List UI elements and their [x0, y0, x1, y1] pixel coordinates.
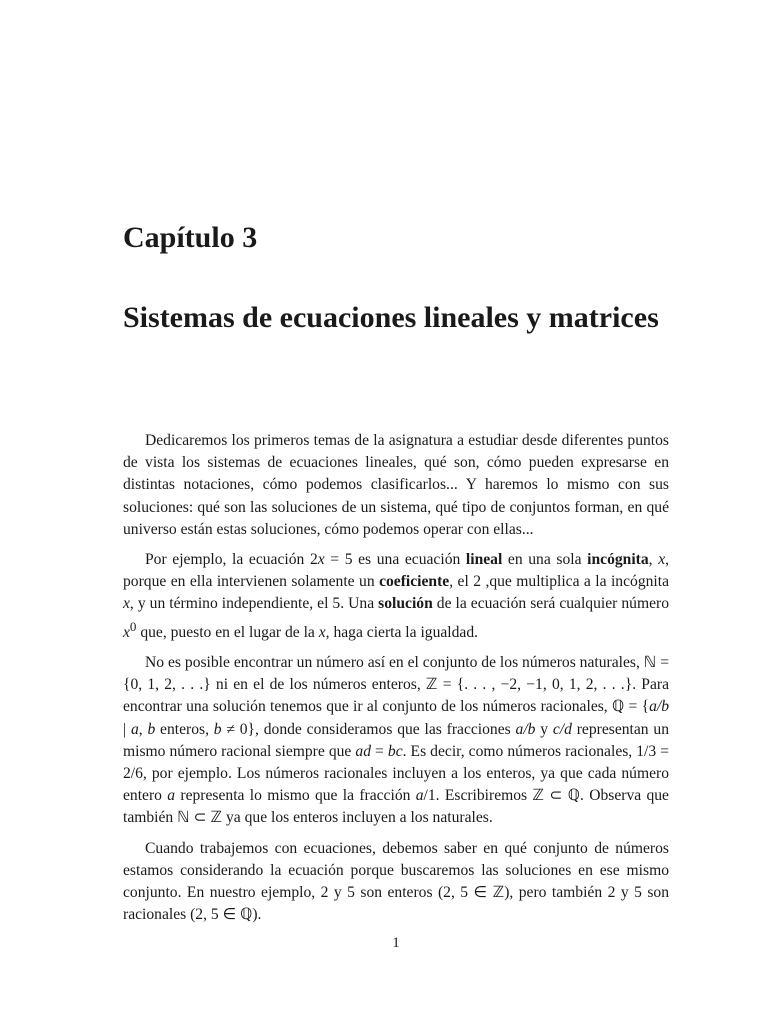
term-solucion: solución — [378, 595, 433, 613]
text-run: = — [371, 742, 388, 760]
math-var: x — [123, 595, 130, 613]
paragraph-2 — [123, 549, 669, 644]
math-var: c/d — [552, 720, 572, 738]
text-run: /1. Escribiremos ℤ ⊂ ℚ. Observa que también ℕ ⊂ ℤ ya que los enteros incluyen a los naturales. — [123, 787, 669, 827]
math-var: b — [147, 720, 156, 738]
text-run: representa lo mismo que la fracción — [175, 787, 416, 805]
text-run: representan un mismo número racional siempre que — [123, 720, 669, 760]
math-var: x — [123, 623, 130, 641]
math-var: b — [213, 720, 222, 738]
text-run: , el 2 ,que multiplica a la incógnita — [449, 573, 669, 591]
text-run: . Es decir, como números racionales, 1/3 = 2/6, por ejemplo. Los números racionales incluyen a los enteros, ya que cada número entero — [123, 742, 670, 805]
math-var: a — [130, 720, 139, 738]
text-run: , haga cierta la igualdad. — [325, 623, 479, 641]
text-run: que, puesto en el lugar de la — [136, 623, 319, 641]
math-var: x — [658, 551, 666, 569]
paragraph-4: Cuando trabajemos con ecuaciones, debemos saber en qué conjunto de números estamos considerando la ecuación porque buscaremos las soluciones en ese mismo conjunto. En nuestro ejemplo, 2 y 5 son enteros (2, 5 ∈ ℤ), pero también 2 y 5 son racionales (2, 5 ∈ ℚ). — [123, 839, 669, 924]
text-run: = 5 es una ecuación — [324, 551, 466, 569]
text-run: | — [123, 720, 131, 738]
body-text — [123, 430, 669, 934]
text-run: No es posible encontrar un número así en el conjunto de los números naturales, ℕ = {0, 1, 2, . . .} ni en el de los números enteros, ℤ = {. . . , −2, −1, 0, 1, 2, . . .}. Para encontrar una solución tenemos que ir al conjunto de los números racionales, ℚ = { — [123, 654, 669, 716]
term-coeficiente: coeficiente — [379, 573, 450, 591]
text-run: en una sola — [502, 551, 588, 569]
chapter-label: Capítulo 3 — [123, 221, 258, 254]
text-run: enteros, — [155, 720, 214, 738]
math-var: a — [167, 787, 176, 805]
math-var: bc — [387, 742, 403, 760]
text-run: ≠ 0}, donde consideramos que las fracciones — [221, 720, 516, 738]
text-run: , — [138, 720, 148, 738]
term-lineal: lineal — [465, 551, 503, 569]
paragraph-1: Dedicaremos los primeros temas de la asignatura a estudiar desde diferentes puntos de vista los sistemas de ecuaciones lineales, qué son, cómo pueden expresarse en distintas notaciones, cómo podemos clasificarlos... Y haremos lo mismo con sus soluciones: qué son las soluciones de un sistema, qué tipo de conjuntos forman, en qué universo están estas soluciones, cómo podemos operar con ellas... — [123, 432, 669, 538]
superscript: 0 — [129, 618, 137, 634]
math-var: x — [317, 551, 325, 569]
math-var: a/b — [515, 720, 536, 738]
text-run: , y un término independiente, el 5. Una — [129, 595, 379, 613]
term-incognita: incógnita — [587, 551, 649, 569]
text-run: de la ecuación será cualquier número — [432, 595, 669, 613]
text-run: , porque en ella intervienen solamente un — [123, 551, 670, 591]
math-var: ad — [355, 742, 371, 760]
text-run: , — [648, 551, 659, 569]
math-var: x — [318, 623, 326, 641]
math-var: a — [415, 787, 424, 805]
text-run: Por ejemplo, la ecuación 2 — [145, 551, 318, 569]
document-page — [123, 0, 669, 1024]
paragraph-3 — [123, 652, 669, 830]
text-run: y — [535, 720, 553, 738]
page-number: 1 — [392, 935, 400, 951]
chapter-title: Sistemas de ecuaciones lineales y matrices — [123, 301, 659, 334]
math-var: a/b — [649, 698, 669, 716]
